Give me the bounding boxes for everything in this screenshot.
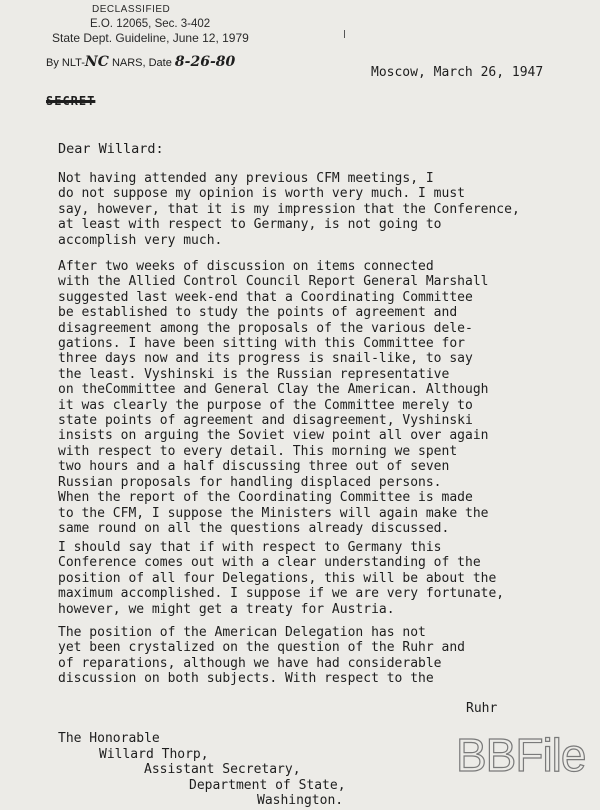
text-line: at least with respect to Germany, is not going to [58, 217, 442, 233]
body-paragraph [58, 171, 558, 248]
text-line: Not having attended any previous CFM meetings, I [58, 171, 434, 186]
text-line: gations. I have been sitting with this Committee for [58, 336, 465, 352]
page-catchword: Ruhr [466, 701, 498, 716]
text-line: insists on arguing the Soviet view point all over again [58, 428, 489, 444]
text-line: Russian proposals for handling displaced persons. [58, 474, 442, 490]
margin-tick [344, 30, 345, 38]
handwritten-initials: NC [84, 54, 109, 70]
addressee-block [58, 731, 346, 809]
file-stamp: BBFile [456, 729, 586, 781]
body-paragraph [58, 625, 558, 687]
text-line: state points of agreement and disagreement, Vyshinski [58, 413, 473, 429]
text-line: position of all four Delegations, this will be about the [58, 570, 497, 586]
text-line: the least. Vyshinski is the Russian representative [58, 366, 450, 382]
text-line: The position of the American Delegation has not [58, 625, 426, 640]
body-paragraph [58, 540, 558, 617]
text-line: accomplish very much. [58, 232, 223, 248]
text-line: same round on all the questions already discussed. [58, 520, 450, 536]
text-line: to the CFM, I suppose the Ministers will again make the [58, 505, 489, 521]
addressee-line: The Honorable [58, 731, 160, 746]
salutation: Dear Willard: [58, 141, 164, 157]
text-line: After two weeks of discussion on items connected [58, 259, 434, 274]
text-line: When the report of the Coordinating Committee is made [58, 490, 473, 506]
declassification-authority: E.O. 12065, Sec. 3-402 [90, 18, 211, 30]
text-line: Conference comes out with a clear understanding of the [58, 555, 481, 571]
text-line: do not suppose my opinion is worth very much. I must [58, 186, 465, 202]
declassified-heading: DECLASSIFIED [92, 4, 171, 15]
text-line: with the Allied Control Council Report General Marshall [58, 274, 489, 290]
text-line: I should say that if with respect to Germany this [58, 540, 442, 555]
addressee-line: Washington. [257, 793, 344, 808]
text-line: maximum accomplished. I suppose if we are very fortunate, [58, 586, 505, 602]
place-and-date: Moscow, March 26, 1947 [371, 65, 544, 80]
body-paragraph [58, 259, 558, 536]
handwritten-date: 8-26-80 [174, 54, 236, 70]
nars-label: NARS, Date [111, 57, 172, 69]
text-line: yet been crystalized on the question of the Ruhr and [58, 640, 465, 656]
text-line: it was clearly the purpose of the Committee merely to [58, 397, 473, 413]
declassification-stamp [52, 3, 249, 45]
text-line: say, however, that it is my impression that the Conference, [58, 201, 520, 217]
text-line: discussion on both subjects. With respect to the [58, 671, 434, 687]
text-line: on theCommittee and General Clay the American. Although [58, 382, 489, 398]
text-line: disagreement among the proposals of the various dele- [58, 320, 473, 336]
text-line: two hours and a half discussing three out of seven [58, 459, 450, 475]
text-line: with respect to every detail. This morning we spent [58, 443, 458, 459]
text-line: be established to study the points of agreement and [58, 305, 458, 321]
by-prefix: By NLT- [46, 57, 85, 69]
text-line: however, we might get a treaty for Austria. [58, 601, 395, 617]
addressee-line: Assistant Secretary, [144, 762, 301, 777]
declassification-guideline: State Dept. Guideline, June 12, 1979 [52, 31, 249, 45]
declassification-by-line [46, 54, 235, 70]
text-line: suggested last week-end that a Coordinating Committee [58, 289, 473, 305]
text-line: three days now and its progress is snail-like, to say [58, 351, 473, 367]
text-line: of reparations, although we have had considerable [58, 655, 442, 671]
addressee-line: Department of State, [189, 777, 346, 793]
addressee-line: Willard Thorp, [99, 746, 209, 762]
struck-classification-marking: SECRET [46, 94, 96, 108]
